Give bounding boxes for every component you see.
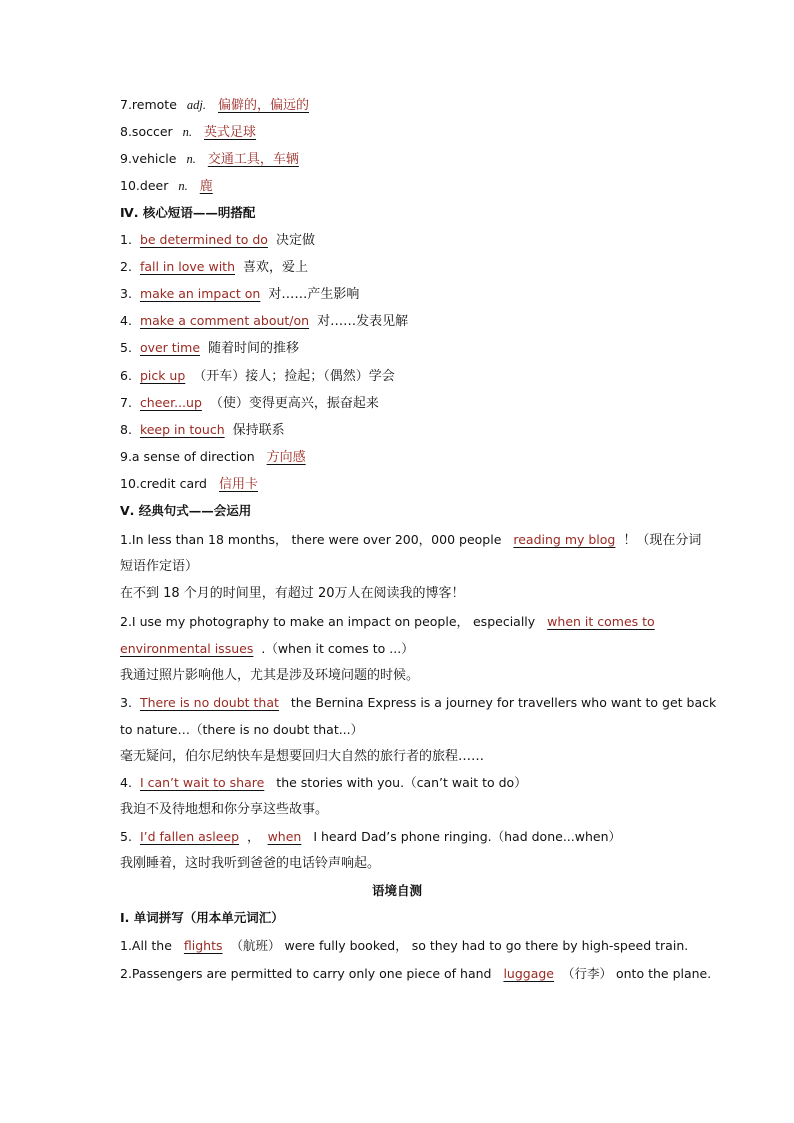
- vocab-word: 10.deer: [120, 178, 169, 193]
- test-title: 语境自测: [371, 883, 422, 898]
- sentence: 2.I use my photography to make an impact on people， especially when it comes to: [120, 614, 680, 630]
- answer: luggage: [503, 966, 555, 981]
- answer: over time: [139, 340, 201, 355]
- phrase-item: 1. be determined to do 决定做: [120, 232, 315, 248]
- answer: keep in touch: [139, 422, 225, 437]
- question: 2.Passengers are permitted to carry only one piece of hand luggage （行李） onto the plane.: [120, 966, 712, 981]
- phrase-item: 2. fall in love with 喜欢，爱上: [120, 259, 309, 275]
- answer: cheer...up: [139, 395, 202, 410]
- phrase-item: 8. keep in touch 保持联系: [120, 422, 285, 438]
- answer: fall in love with: [139, 259, 235, 274]
- question: 1.All the flights （航班） were fully booked， so they had to go there by high-speed train.: [120, 938, 689, 953]
- sentence-continuation: environmental issues .（when it comes to ...）: [120, 641, 414, 656]
- answer: 偏僻的，偏远的: [218, 98, 310, 113]
- vocab-word: 8.soccer: [120, 124, 173, 139]
- answer: 鹿: [199, 179, 213, 194]
- sentence: 5. I’d fallen asleep ， when I heard Dad’s phone ringing.（had done...when）: [120, 829, 621, 844]
- phrase-item: 6. pick up （开车）接人；捡起；（偶然）学会: [120, 368, 395, 384]
- phrase-item: 9.a sense of direction 方向感: [120, 449, 680, 466]
- vocab-word: 7.remote: [120, 97, 177, 112]
- vocab-item: [120, 124, 680, 141]
- answer: 英式足球: [204, 125, 257, 140]
- phrase-item: 5. over time 随着时间的推移: [120, 340, 300, 356]
- vocab-item: [120, 97, 680, 114]
- sentence-continuation: 短语作定语）: [120, 559, 199, 574]
- answer: when it comes to: [547, 614, 655, 629]
- translation: 我迫不及待地想和你分享这些故事。: [120, 802, 329, 817]
- part-of-speech: n.: [182, 125, 193, 139]
- phrase-item: 4. make a comment about/on 对……发表见解: [120, 313, 409, 329]
- vocab-item: [120, 151, 680, 168]
- answer: 交通工具，车辆: [207, 152, 299, 167]
- answer: pick up: [139, 368, 186, 383]
- vocab-item: [120, 178, 680, 195]
- answer: flights: [183, 938, 223, 953]
- phrase-item: 3. make an impact on 对……产生影响: [120, 286, 360, 302]
- section-heading: Ⅴ. 经典句式——会运用: [120, 503, 252, 518]
- part-of-speech: adj.: [186, 98, 207, 112]
- answer: 信用卡: [218, 477, 258, 492]
- vocab-word: 9.vehicle: [120, 151, 177, 166]
- answer: make a comment about/on: [139, 313, 310, 328]
- part-of-speech: n.: [186, 152, 196, 166]
- answer: reading my blog: [513, 532, 616, 547]
- translation: 我刚睡着，这时我听到爸爸的电话铃声响起。: [120, 856, 381, 871]
- sentence-continuation: to nature…（there is no doubt that...）: [120, 722, 364, 737]
- translation: 在不到 18 个月的时间里，有超过 20万人在阅读我的博客！: [120, 586, 465, 601]
- answer: I’d fallen asleep: [139, 829, 240, 844]
- sentence: 1.In less than 18 months， there were over 200，000 people reading my blog ！（现在分词: [120, 532, 702, 548]
- section-heading: Ⅰ. 单词拼写（用本单元词汇）: [120, 910, 284, 925]
- section-heading: Ⅳ. 核心短语——明搭配: [120, 205, 256, 220]
- answer: be determined to do: [139, 232, 268, 247]
- phrase-item: 7. cheer...up （使）变得更高兴，振奋起来: [120, 395, 379, 411]
- answer: when: [267, 829, 302, 844]
- phrase-item: 10.credit card 信用卡: [120, 476, 680, 493]
- sentence: 4. I can’t wait to share the stories with you.（can’t wait to do）: [120, 775, 527, 790]
- translation: 我通过照片影响他人，尤其是涉及环境问题的时候。: [120, 668, 420, 683]
- answer: make an impact on: [139, 286, 261, 301]
- translation: 毫无疑问，伯尔尼纳快车是想要回归大自然的旅行者的旅程……: [120, 749, 485, 764]
- answer: I can’t wait to share: [139, 775, 265, 790]
- answer: There is no doubt that: [139, 695, 279, 710]
- answer: 方向感: [266, 450, 306, 465]
- sentence: 3. There is no doubt that the Bernina Express is a journey for travellers who want to get back: [120, 695, 717, 710]
- answer: environmental issues: [120, 641, 254, 656]
- part-of-speech: n.: [178, 179, 188, 193]
